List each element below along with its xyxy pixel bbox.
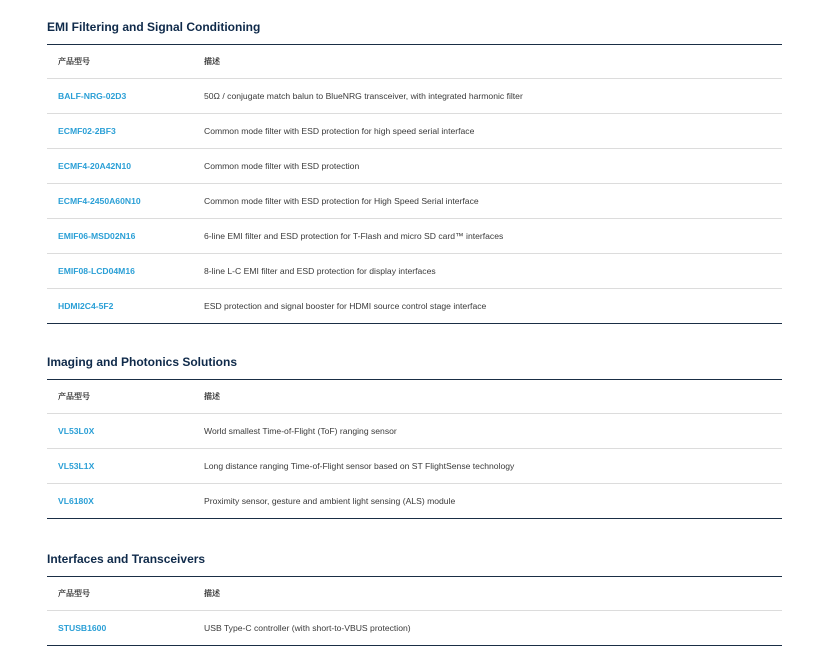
table-header-row bbox=[47, 577, 782, 611]
table-row bbox=[47, 149, 782, 184]
product-table bbox=[47, 379, 782, 519]
description-cell: Common mode filter with ESD protection for high speed serial interface bbox=[197, 114, 782, 149]
description-cell: 8-line L-C EMI filter and ESD protection for display interfaces bbox=[197, 254, 782, 289]
table-header-row bbox=[47, 380, 782, 414]
part-number-cell bbox=[47, 184, 197, 219]
description-cell: Common mode filter with ESD protection for High Speed Serial interface bbox=[197, 184, 782, 219]
part-number-link[interactable]: VL6180X bbox=[58, 496, 94, 506]
part-number-cell bbox=[47, 114, 197, 149]
column-header-description: 描述 bbox=[197, 45, 782, 79]
column-header-description: 描述 bbox=[197, 577, 782, 611]
part-number-cell bbox=[47, 449, 197, 484]
part-number-link[interactable]: EMIF06-MSD02N16 bbox=[58, 231, 136, 241]
part-number-link[interactable]: STUSB1600 bbox=[58, 623, 107, 633]
table-row bbox=[47, 79, 782, 114]
product-table bbox=[47, 44, 782, 324]
description-cell: 6-line EMI filter and ESD protection for T-Flash and micro SD card™ interfaces bbox=[197, 219, 782, 254]
description-cell: Long distance ranging Time-of-Flight sensor based on ST FlightSense technology bbox=[197, 449, 782, 484]
description-cell: World smallest Time-of-Flight (ToF) ranging sensor bbox=[197, 414, 782, 449]
table-row bbox=[47, 289, 782, 324]
table-row bbox=[47, 449, 782, 484]
table-row bbox=[47, 184, 782, 219]
description-cell: ESD protection and signal booster for HDMI source control stage interface bbox=[197, 289, 782, 324]
table-row bbox=[47, 254, 782, 289]
description-cell: USB Type-C controller (with short-to-VBUS protection) bbox=[197, 611, 782, 646]
table-row bbox=[47, 611, 782, 646]
section-title: Imaging and Photonics Solutions bbox=[47, 355, 238, 369]
part-number-cell bbox=[47, 414, 197, 449]
part-number-cell bbox=[47, 611, 197, 646]
description-cell: Proximity sensor, gesture and ambient light sensing (ALS) module bbox=[197, 484, 782, 519]
table-row bbox=[47, 414, 782, 449]
part-number-link[interactable]: VL53L0X bbox=[58, 426, 95, 436]
part-number-cell bbox=[47, 289, 197, 324]
table-row bbox=[47, 219, 782, 254]
part-number-link[interactable]: ECMF4-2450A60N10 bbox=[58, 196, 141, 206]
section-interfaces-transceivers bbox=[47, 552, 782, 646]
part-number-link[interactable]: ECMF4-20A42N10 bbox=[58, 161, 132, 171]
column-header-part: 产品型号 bbox=[47, 380, 197, 414]
part-number-cell bbox=[47, 484, 197, 519]
part-number-link[interactable]: EMIF08-LCD04M16 bbox=[58, 266, 135, 276]
column-header-description: 描述 bbox=[197, 380, 782, 414]
table-header-row bbox=[47, 45, 782, 79]
part-number-cell bbox=[47, 79, 197, 114]
section-title: EMI Filtering and Signal Conditioning bbox=[47, 20, 261, 34]
section-title: Interfaces and Transceivers bbox=[47, 552, 206, 566]
column-header-part: 产品型号 bbox=[47, 577, 197, 611]
description-cell: Common mode filter with ESD protection bbox=[197, 149, 782, 184]
part-number-link[interactable]: BALF-NRG-02D3 bbox=[58, 91, 127, 101]
part-number-link[interactable]: HDMI2C4-5F2 bbox=[58, 301, 114, 311]
part-number-link[interactable]: VL53L1X bbox=[58, 461, 95, 471]
part-number-link[interactable]: ECMF02-2BF3 bbox=[58, 126, 116, 136]
section-emi-filtering bbox=[47, 20, 782, 324]
product-table bbox=[47, 576, 782, 646]
column-header-part: 产品型号 bbox=[47, 45, 197, 79]
part-number-cell bbox=[47, 254, 197, 289]
description-cell: 50Ω / conjugate match balun to BlueNRG transceiver, with integrated harmonic filter bbox=[197, 79, 782, 114]
table-row bbox=[47, 114, 782, 149]
section-imaging-photonics bbox=[47, 355, 782, 519]
table-row bbox=[47, 484, 782, 519]
part-number-cell bbox=[47, 219, 197, 254]
part-number-cell bbox=[47, 149, 197, 184]
